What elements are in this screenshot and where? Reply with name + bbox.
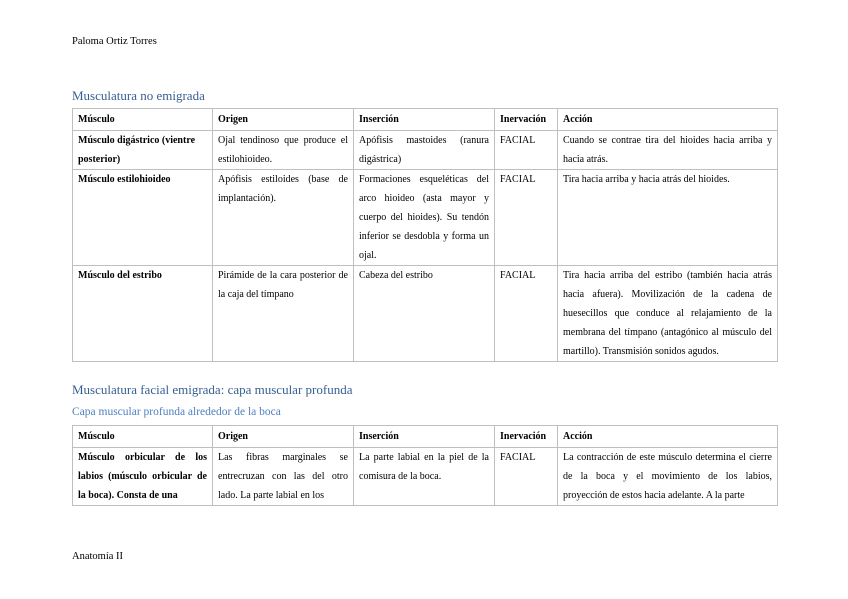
col-header-accion: Acción	[558, 109, 778, 131]
col-header-inervacion: Inervación	[495, 109, 558, 131]
col-header-origen: Origen	[213, 426, 354, 448]
cell-accion: Tira hacia arriba y hacia atrás del hioides.	[558, 170, 778, 266]
table-capa-profunda-boca	[72, 425, 778, 506]
section-title-no-emigrada: Musculatura no emigrada	[72, 88, 205, 103]
col-header-accion: Acción	[558, 426, 778, 448]
col-header-musculo: Músculo	[73, 426, 213, 448]
cell-accion: Tira hacia arriba del estribo (también hacia atrás hacia afuera). Movilización de la cadena de huesecillos que conduce al relajamiento de la membrana del tímpano (antagónico al músculo del martillo). Transmisión sonidos agudos.	[558, 266, 778, 362]
cell-inervacion: FACIAL	[495, 266, 558, 362]
cell-insercion: La parte labial en la piel de la comisura de la boca.	[354, 448, 495, 506]
page-footer: Anatomía II	[72, 551, 124, 562]
table-row	[73, 266, 778, 362]
col-header-inervacion: Inervación	[495, 426, 558, 448]
cell-inervacion: FACIAL	[495, 448, 558, 506]
cell-inervacion: FACIAL	[495, 131, 558, 170]
table-row	[73, 131, 778, 170]
cell-musculo: Músculo orbicular de los labios (músculo orbicular de la boca). Consta de una	[73, 448, 213, 506]
col-header-insercion: Inserción	[354, 109, 495, 131]
table-row	[73, 170, 778, 266]
cell-insercion: Apófisis mastoides (ranura digástrica)	[354, 131, 495, 170]
page-header-author: Paloma Ortiz Torres	[72, 36, 157, 47]
cell-origen: Pirámide de la cara posterior de la caja del tímpano	[213, 266, 354, 362]
cell-origen: Apófisis estiloides (base de implantación).	[213, 170, 354, 266]
cell-musculo: Músculo digástrico (vientre posterior)	[73, 131, 213, 170]
section-title-facial-emigrada: Musculatura facial emigrada: capa muscular profunda	[72, 382, 353, 397]
cell-accion: La contracción de este músculo determina el cierre de la boca y el movimiento de los labios, proyección de estos hacia adelante. A la parte	[558, 448, 778, 506]
cell-musculo: Músculo del estribo	[73, 266, 213, 362]
cell-insercion: Formaciones esqueléticas del arco hioideo (asta mayor y cuerpo del hioides). Su tendón inferior se desdobla y forma un ojal.	[354, 170, 495, 266]
cell-origen: Las fibras marginales se entrecruzan con las del otro lado. La parte labial en los	[213, 448, 354, 506]
cell-insercion: Cabeza del estribo	[354, 266, 495, 362]
col-header-musculo: Músculo	[73, 109, 213, 131]
table-row	[73, 448, 778, 506]
col-header-insercion: Inserción	[354, 426, 495, 448]
cell-inervacion: FACIAL	[495, 170, 558, 266]
table-header-row	[73, 426, 778, 448]
table-musculatura-no-emigrada	[72, 108, 778, 362]
col-header-origen: Origen	[213, 109, 354, 131]
table-header-row	[73, 109, 778, 131]
subsection-title-boca: Capa muscular profunda alrededor de la boca	[72, 406, 281, 418]
cell-musculo: Músculo estilohioideo	[73, 170, 213, 266]
cell-accion: Cuando se contrae tira del hioides hacia arriba y hacia atrás.	[558, 131, 778, 170]
cell-origen: Ojal tendinoso que produce el estilohioideo.	[213, 131, 354, 170]
